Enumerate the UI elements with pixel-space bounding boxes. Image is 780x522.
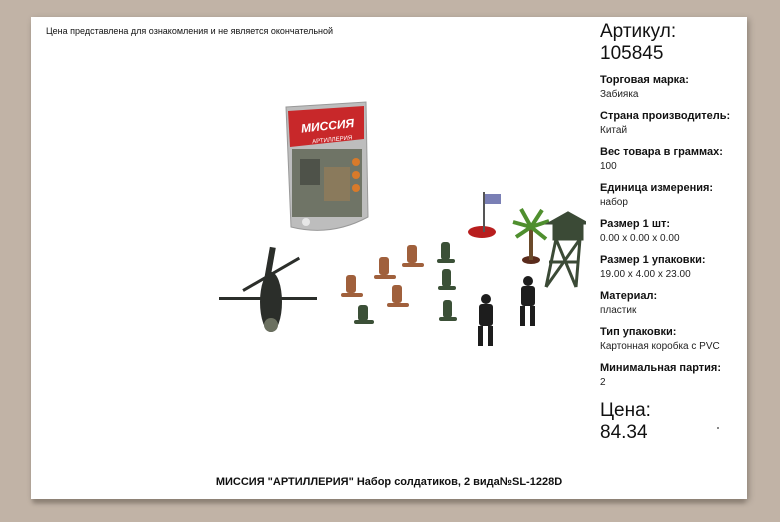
spec-min-order <box>600 362 745 389</box>
article-value: 105845 <box>600 43 664 64</box>
spec-value: Забияка <box>600 89 639 100</box>
brown-soldiers <box>341 245 424 307</box>
spec-weight <box>600 146 745 173</box>
spec-value: Картонная коробка с PVC <box>600 341 720 352</box>
spec-label: Страна производитель: <box>600 110 731 122</box>
spec-label: Размер 1 упаковки: <box>600 254 706 266</box>
spec-label: Единица измерения: <box>600 182 714 194</box>
price-block <box>600 400 745 444</box>
spec-label: Размер 1 шт: <box>600 218 671 230</box>
spec-package-size <box>600 254 745 281</box>
spec-label: Вес товара в граммах: <box>600 146 723 158</box>
package-bag <box>286 102 368 230</box>
spec-value: 0.00 x 0.00 x 0.00 <box>600 233 680 244</box>
green-soldiers <box>354 242 457 324</box>
palm-toy <box>513 209 549 264</box>
spec-brand <box>600 74 745 101</box>
black-figures <box>478 276 535 346</box>
price-value: 84.34 <box>600 422 648 443</box>
spec-item-size <box>600 218 745 245</box>
watchtower-toy <box>546 213 586 287</box>
spec-value: Китай <box>600 125 628 136</box>
flag-toy <box>468 192 501 238</box>
spec-material <box>600 290 745 317</box>
decorative-dot <box>717 427 719 429</box>
product-caption: МИССИЯ "АРТИЛЛЕРИЯ" Набор солдатиков, 2 вида№SL-1228D <box>215 476 563 488</box>
spec-country <box>600 110 745 137</box>
spec-label: Тип упаковки: <box>600 326 677 338</box>
article-label: Артикул: <box>600 21 677 42</box>
spec-label: Торговая марка: <box>600 74 689 86</box>
price-disclaimer: Цена представлена для ознакомления и не является окончательной <box>46 26 334 36</box>
package-subtitle: АРТИЛЛЕРИЯ <box>311 135 353 146</box>
spec-value: пластик <box>600 305 637 316</box>
spec-label: Минимальная партия: <box>600 362 721 374</box>
product-info-panel <box>600 21 745 444</box>
product-image <box>216 97 586 357</box>
spec-value: 2 <box>600 377 606 388</box>
spec-package-type <box>600 326 745 353</box>
helicopter-toy <box>219 247 317 332</box>
price-label: Цена: <box>600 400 651 421</box>
spec-label: Материал: <box>600 290 658 302</box>
spec-value: 100 <box>600 161 617 172</box>
spec-value: 19.00 x 4.00 x 23.00 <box>600 269 691 280</box>
package-title: МИССИЯ <box>300 116 355 136</box>
product-card <box>31 17 747 499</box>
spec-value: набор <box>600 197 628 208</box>
spec-unit <box>600 182 745 209</box>
